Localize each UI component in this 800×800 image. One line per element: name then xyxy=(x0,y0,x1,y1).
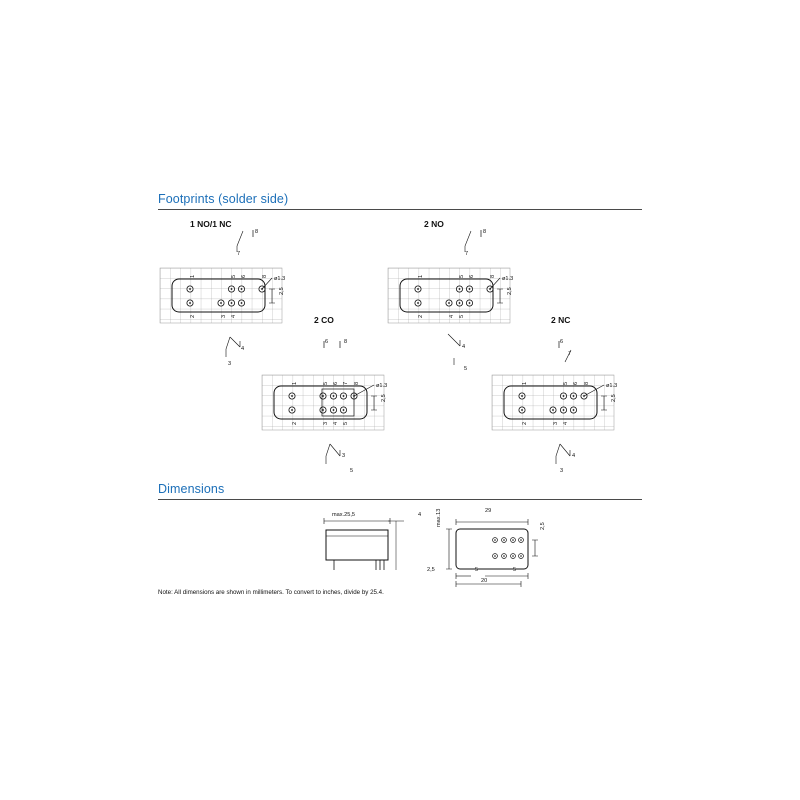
leader-label: 3 xyxy=(342,453,346,459)
section-title-footprints: Footprints (solder side) xyxy=(158,192,289,206)
pin-number: 2 xyxy=(418,314,424,318)
pin-number: 2 xyxy=(522,421,528,425)
pin-number: 8 xyxy=(262,274,268,278)
grid-pitch-label: 2,5 xyxy=(381,394,387,402)
pin-number: 1 xyxy=(418,274,424,278)
footprint-label-2no: 2 NO xyxy=(424,219,444,229)
leader-label: 5 xyxy=(350,468,354,474)
leader-label: 8 xyxy=(255,229,259,235)
pin-number: 4 xyxy=(563,421,569,425)
dimension-side-view xyxy=(318,512,423,590)
pin-number: 5 xyxy=(563,381,569,385)
footprint-label-2co: 2 CO xyxy=(314,315,334,325)
section-rule xyxy=(158,499,642,500)
pin-number: 2 xyxy=(190,314,196,318)
leader-line-top-2no xyxy=(453,228,498,268)
footprint-label-1no1nc: 1 NO/1 NC xyxy=(190,219,232,229)
pin-number: 6 xyxy=(469,274,475,278)
top-view-width-label: 29 xyxy=(485,508,492,514)
pin-number: 8 xyxy=(490,274,496,278)
top-view-bottom-label: 20 xyxy=(481,578,488,584)
top-view-height-label: max.13 xyxy=(436,508,442,527)
pin-number: 6 xyxy=(333,381,339,385)
leader-label: 8 xyxy=(483,229,487,235)
leader-label: 8 xyxy=(344,339,348,345)
leader-line-bottom-2nc xyxy=(548,442,593,477)
hole-diameter-callout: ø1.3 xyxy=(606,383,618,389)
pin-number: 2 xyxy=(292,421,298,425)
pin-number: 4 xyxy=(333,421,339,425)
footprint-label-2nc: 2 NC xyxy=(551,315,571,325)
pin-number: 3 xyxy=(323,421,329,425)
grid-pitch-label: 2,5 xyxy=(507,287,513,295)
top-view-inner-label: 5 xyxy=(513,567,517,573)
footprint-drawing-2no xyxy=(388,268,518,328)
leader-label: 4 xyxy=(462,344,466,350)
side-view-width-label: max.25,5 xyxy=(332,512,356,518)
footprint-drawing-1no1nc xyxy=(160,268,290,328)
pin-number: 1 xyxy=(292,381,298,385)
pin-number: 6 xyxy=(241,274,247,278)
leader-label: 6 xyxy=(325,339,329,345)
hole-diameter-callout: ø1.3 xyxy=(502,276,514,282)
top-view-inner-label: 5 xyxy=(475,567,479,573)
section-title-dimensions: Dimensions xyxy=(158,482,225,496)
side-view-pin-label: 4 xyxy=(418,512,422,518)
pin-number: 3 xyxy=(221,314,227,318)
leader-label: 7 xyxy=(568,351,572,357)
leader-line-bottom-2no xyxy=(440,332,485,372)
hole-diameter-callout: ø1.3 xyxy=(274,276,286,282)
pin-number: 1 xyxy=(522,381,528,385)
footprint-drawing-2nc xyxy=(492,375,622,435)
leader-line-bottom-1no1nc xyxy=(218,335,263,370)
pin-number: 5 xyxy=(343,421,349,425)
leader-line-top-1no1nc xyxy=(225,228,270,268)
section-header-footprints xyxy=(158,192,642,206)
hole-diameter-callout: ø1.3 xyxy=(376,383,388,389)
leader-label: 3 xyxy=(228,361,232,367)
units-note: Note: All dimensions are shown in millimeters. To convert to inches, divide by 25.4. xyxy=(158,589,384,596)
leader-label: 7 xyxy=(237,251,241,257)
leader-label: 3 xyxy=(560,468,564,474)
leader-label: 7 xyxy=(465,251,469,257)
pin-number: 7 xyxy=(343,381,349,385)
leader-label: 4 xyxy=(241,346,245,352)
pin-number: 4 xyxy=(449,314,455,318)
grid-pitch-label: 2,5 xyxy=(611,394,617,402)
pin-number: 5 xyxy=(459,314,465,318)
section-rule xyxy=(158,209,642,210)
leader-label: 5 xyxy=(464,366,468,372)
pin-number: 5 xyxy=(323,381,329,385)
pin-number: 5 xyxy=(231,274,237,278)
pin-number: 4 xyxy=(231,314,237,318)
pin-number: 1 xyxy=(190,274,196,278)
leader-label: 4 xyxy=(572,453,576,459)
pin-number: 8 xyxy=(354,381,360,385)
top-view-left-label: 2,5 xyxy=(427,567,435,573)
leader-line-bottom-2co xyxy=(318,442,363,477)
pin-number: 3 xyxy=(553,421,559,425)
pin-number: 8 xyxy=(584,381,590,385)
leader-label: 6 xyxy=(560,339,564,345)
section-header-dimensions xyxy=(158,482,642,496)
top-view-right-label: 2,5 xyxy=(540,522,546,530)
grid-pitch-label: 2,5 xyxy=(279,287,285,295)
pin-number: 6 xyxy=(573,381,579,385)
pin-number: 5 xyxy=(459,274,465,278)
